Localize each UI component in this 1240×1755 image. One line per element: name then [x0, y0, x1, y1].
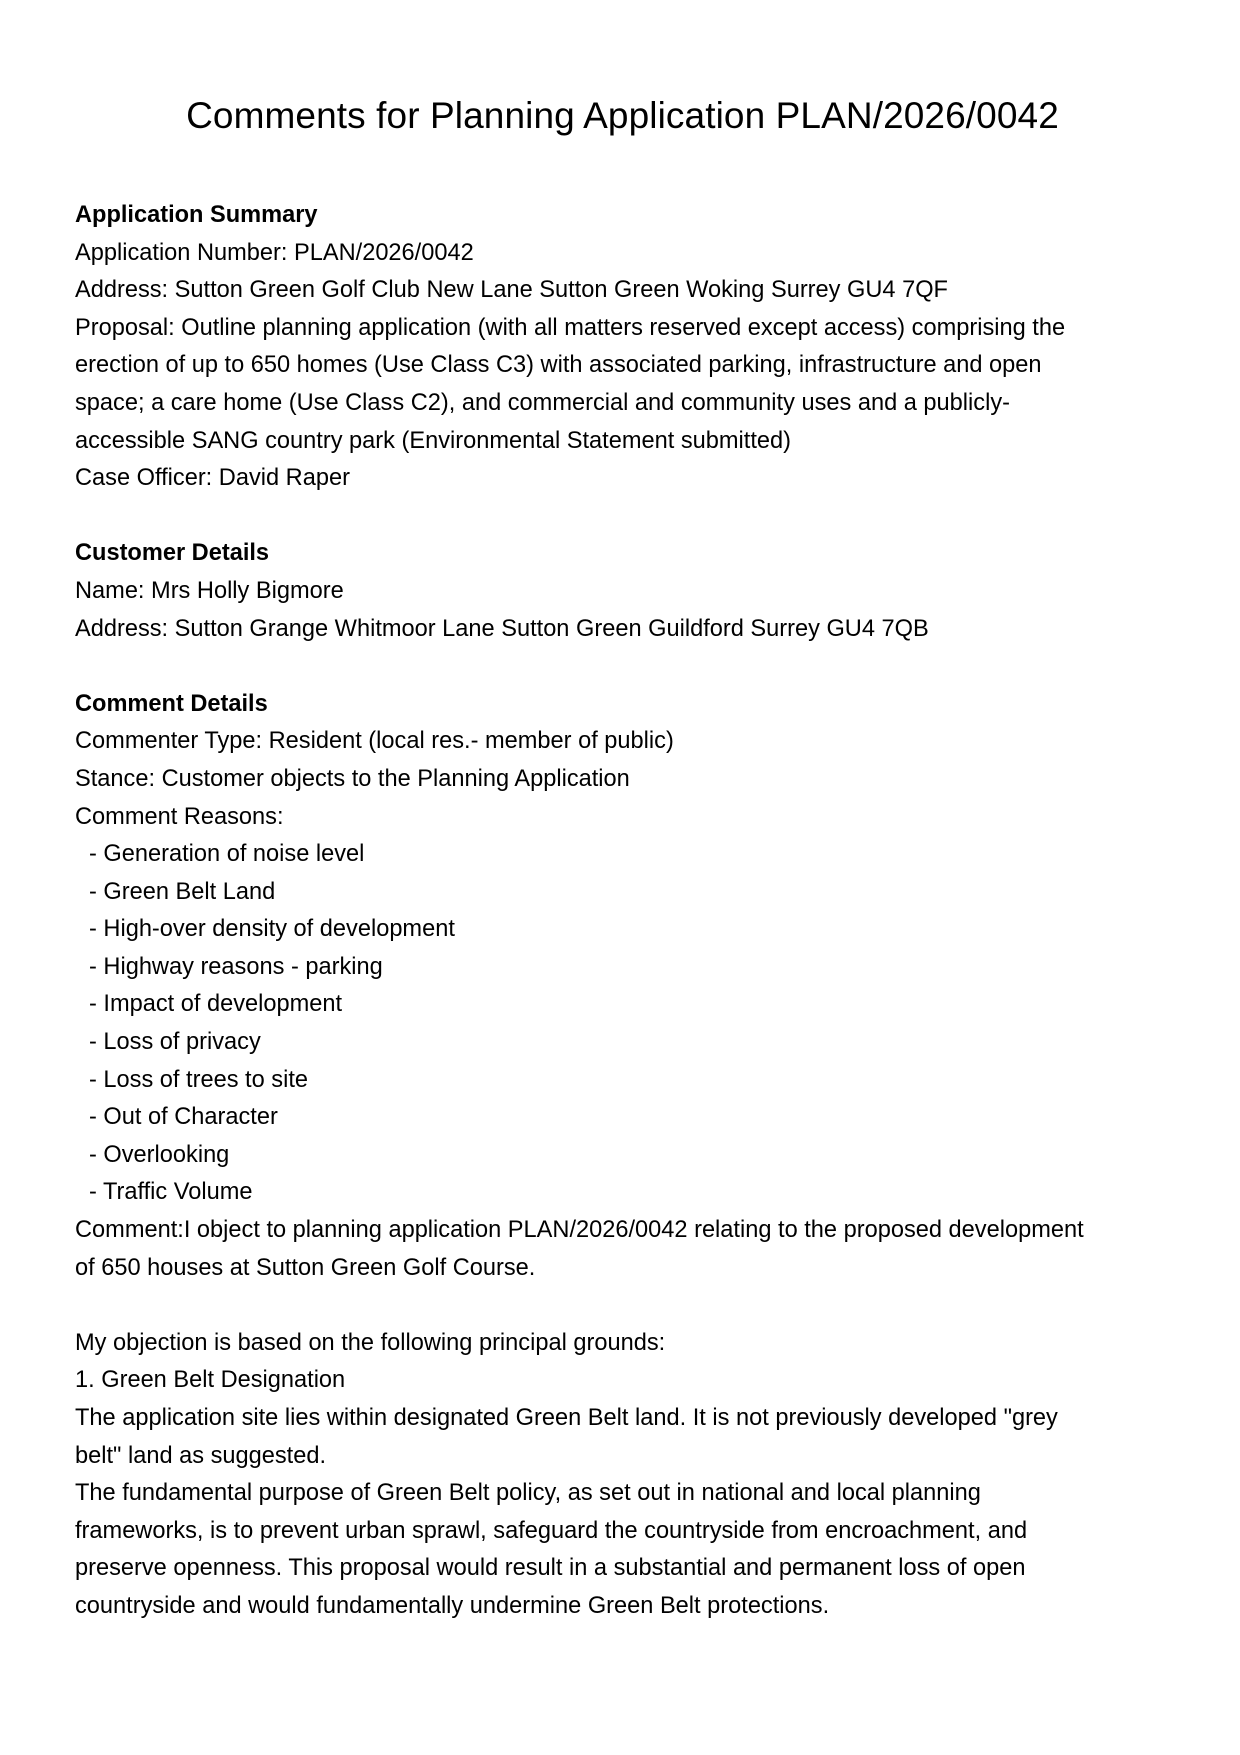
stance: Stance: Customer objects to the Planning Application [75, 765, 630, 792]
page-title: Comments for Planning Application PLAN/2026/0042 [186, 95, 1059, 136]
ground-1-para-2-line-1: The fundamental purpose of Green Belt policy, as set out in national and local planning [75, 1480, 981, 1507]
comment-reasons-label: Comment Reasons: [75, 803, 284, 830]
application-number: Application Number: PLAN/2026/0042 [75, 239, 474, 266]
comment-line-1: Comment:I object to planning application PLAN/2026/0042 relating to the proposed development [75, 1217, 1084, 1244]
ground-1-title: 1. Green Belt Designation [75, 1367, 346, 1394]
comment-reason-item: - Generation of noise level [89, 841, 365, 868]
application-summary-heading: Application Summary [75, 202, 318, 228]
proposal-line-2: erection of up to 650 homes (Use Class C3) with associated parking, infrastructure and open [75, 352, 1042, 379]
case-officer: Case Officer: David Raper [75, 465, 350, 492]
comment-reason-item: - Loss of trees to site [89, 1066, 308, 1093]
customer-name: Name: Mrs Holly Bigmore [75, 577, 344, 604]
comment-reason-item: - Out of Character [89, 1104, 278, 1131]
section-spacer [75, 648, 1170, 686]
grounds-intro: My objection is based on the following principal grounds: [75, 1329, 666, 1356]
ground-1-para-1-line-2: belt" land as suggested. [75, 1442, 327, 1469]
customer-details-heading: Customer Details [75, 540, 270, 567]
ground-1-para-2-line-2: frameworks, is to prevent urban sprawl, safeguard the countryside from encroachment, and [75, 1517, 1028, 1544]
section-spacer [75, 498, 1170, 536]
comment-reason-item: - Highway reasons - parking [89, 953, 383, 980]
proposal-line-1: Proposal: Outline planning application (with all matters reserved except access) comprising the [75, 314, 1066, 341]
ground-1-para-2-line-4: countryside and would fundamentally undermine Green Belt protections. [75, 1592, 830, 1619]
comment-details-heading: Comment Details [75, 690, 268, 717]
comment-reason-item: - Green Belt Land [89, 878, 276, 905]
proposal-line-4: accessible SANG country park (Environmental Statement submitted) [75, 427, 791, 454]
comment-line-2: of 650 houses at Sutton Green Golf Course. [75, 1254, 536, 1281]
ground-1-para-1-line-1: The application site lies within designated Green Belt land. It is not previously developed "grey [75, 1405, 1058, 1431]
application-address: Address: Sutton Green Golf Club New Lane Sutton Green Woking Surrey GU4 7QF [75, 277, 948, 304]
proposal-line-3: space; a care home (Use Class C2), and commercial and community uses and a publicly- [75, 389, 1010, 416]
customer-address: Address: Sutton Grange Whitmoor Lane Sutton Green Guildford Surrey GU4 7QB [75, 615, 929, 642]
commenter-type: Commenter Type: Resident (local res.- member of public) [75, 728, 674, 755]
comment-reason-item: - Impact of development [89, 991, 343, 1018]
paragraph-spacer [75, 1287, 1170, 1325]
document-body [75, 197, 1170, 1626]
ground-1-para-2-line-3: preserve openness. This proposal would result in a substantial and permanent loss of open [75, 1555, 1026, 1582]
comment-reason-item: - High-over density of development [89, 916, 455, 943]
comment-reason-item: - Loss of privacy [89, 1029, 261, 1056]
comment-reason-item: - Overlooking [89, 1141, 230, 1168]
comment-reason-item: - Traffic Volume [89, 1179, 253, 1206]
